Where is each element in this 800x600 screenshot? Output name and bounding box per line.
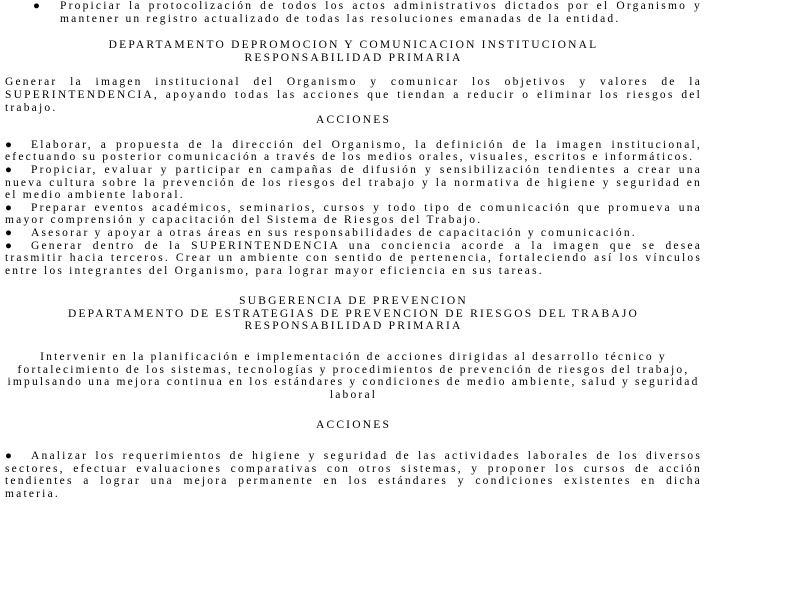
section1-title: DEPARTAMENTO DEPROMOCION Y COMUNICACION INSTITUCIONAL: [108, 39, 599, 52]
section1-actions-heading: ACCIONES: [315, 114, 392, 127]
list-item: [5, 139, 702, 164]
section2-title: DEPARTAMENTO DE ESTRATEGIAS DE PREVENCION DE RIESGOS DEL TRABAJO: [67, 307, 640, 320]
list-item-text: Elaborar, a propuesta de la dirección del Organismo, la definición de la imagen institucional, efectuando su posterior comunicación a través de los medios orales, visuales, escritos e informáticos.: [5, 138, 702, 164]
list-item-text: Analizar los requerimientos de higiene y seguridad de las actividades laborales de los diversos sectores, efectuar evaluaciones comparativas con otros sistemas, y proponer los cursos de acción tendientes a lograr una mejora permanente en los estándares y condiciones existentes en dicha materia.: [5, 450, 702, 500]
list-item-text: Generar dentro de la SUPERINTENDENCIA una conciencia acorde a la imagen que se desea trasmitir hacia terceros. Crear un ambiente con sentido de pertenencia, fortaleciendo así los vínculos entre los integrantes del Organismo, para lograr mayor eficiencia en sus tareas.: [5, 239, 702, 277]
section2-subtitle: RESPONSABILIDAD PRIMARIA: [244, 320, 463, 333]
list-item: [5, 240, 702, 278]
section2-paragraph: Intervenir en la planificación e implementación de acciones dirigidas al desarrollo técnico y fortalecimiento de los sistemas, tecnologías y procedimientos de prevención de riesgos del trabajo, impulsando una mejora continua en los estándares y condiciones de medio ambiente, salud y seguridad laboral: [7, 351, 700, 401]
list-item: [5, 227, 702, 240]
list-item-text: Asesorar y apoyar a otras áreas en sus responsabilidades de capacitación y comunicación.: [31, 226, 637, 239]
list-item: [5, 164, 702, 202]
bullet-icon: ●: [5, 201, 12, 214]
section2-subgerencia: SUBGERENCIA DE PREVENCION: [239, 295, 468, 308]
section1-subtitle: RESPONSABILIDAD PRIMARIA: [244, 51, 463, 64]
bullet-icon: ●: [5, 450, 12, 463]
section1-paragraph: Generar la imagen institucional del Organismo y comunicar los objetivos y valores de la SUPERINTENDENCIA, apoyando todas las acciones que tiendan a reducir o eliminar los riesgos del trabajo.: [5, 76, 702, 114]
bullet-icon: ●: [5, 239, 12, 252]
list-item: [5, 202, 702, 227]
intro-bullet-item: [5, 0, 702, 25]
section2-actions-heading: ACCIONES: [315, 419, 392, 432]
list-item-text: Propiciar, evaluar y participar en campañas de difusión y sensibilización tendientes a crear una nueva cultura sobre la prevención de los riesgos del trabajo y la normativa de higiene y seguridad en el medio ambiente laboral.: [5, 163, 702, 202]
bullet-icon: ●: [5, 138, 12, 151]
document-page: [5, 0, 702, 500]
bullet-icon: ●: [33, 0, 43, 12]
list-item-text: Preparar eventos académicos, seminarios, cursos y todo tipo de comunicación que promueva una mayor comprensión y capacitación del Sistema de Riesgos del Trabajo.: [5, 201, 702, 227]
list-item: [5, 450, 702, 500]
intro-bullet-text: Propiciar la protocolización de todos los actos administrativos dictados por el Organismo y mantener un registro actualizado de todas las resoluciones emanadas de la entidad.: [60, 0, 702, 25]
bullet-icon: ●: [5, 163, 12, 176]
bullet-icon: ●: [5, 226, 12, 239]
